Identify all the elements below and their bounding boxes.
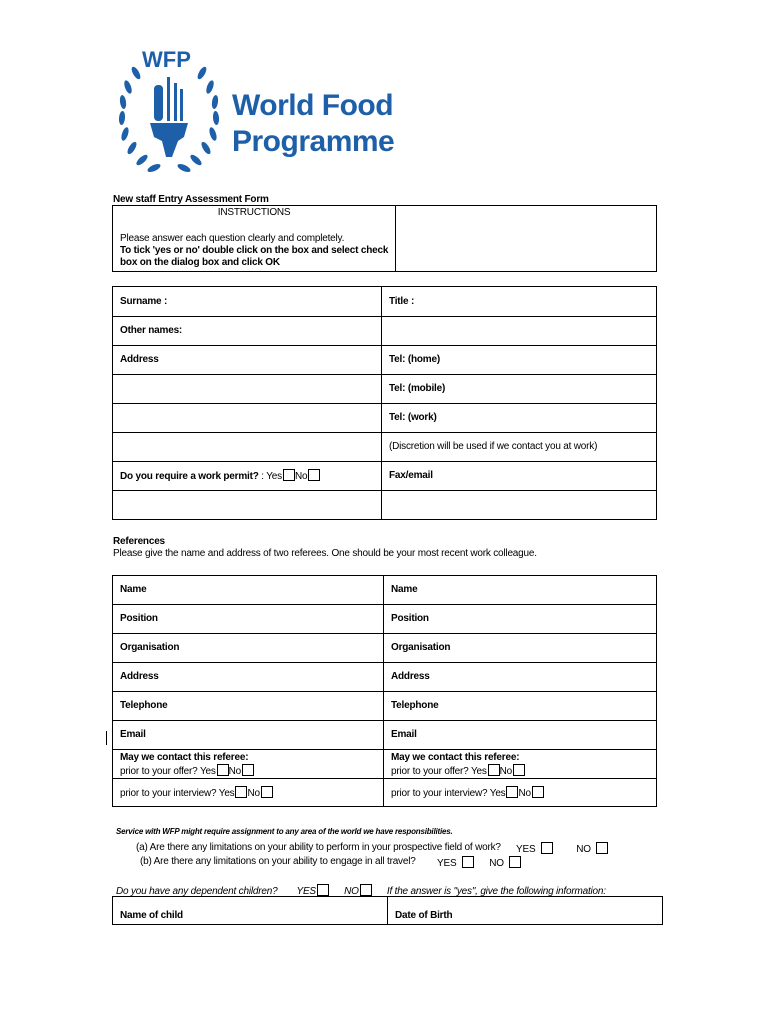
ref1-contact-cell <box>113 750 384 779</box>
ref2-interview-no-checkbox[interactable] <box>532 786 544 798</box>
tel-home-label[interactable]: Tel: (home) <box>382 346 657 375</box>
service-question-a-row <box>136 842 501 854</box>
work-permit-label: Do you require a work permit? <box>120 471 259 482</box>
service-a-no-checkbox[interactable] <box>596 842 608 854</box>
service-a-yes-checkbox[interactable] <box>541 842 553 854</box>
child-name-header: Name of child <box>113 897 388 925</box>
ref2-address[interactable]: Address <box>384 663 657 692</box>
other-names-right-cell[interactable] <box>382 317 657 346</box>
ref1-offer-yes-checkbox[interactable] <box>217 764 229 776</box>
wfp-logo <box>112 45 395 195</box>
ref1-position[interactable]: Position <box>113 605 384 634</box>
dependents-no-label: NO <box>344 886 359 897</box>
blank-right-cell[interactable] <box>382 491 657 520</box>
instructions-table <box>112 205 657 272</box>
ref2-organisation[interactable]: Organisation <box>384 634 657 663</box>
other-names-label[interactable]: Other names: <box>113 317 382 346</box>
ref1-offer-yes-label: Yes <box>199 766 216 777</box>
ref2-prior-offer-label: prior to your offer? <box>391 766 469 777</box>
personal-details-table <box>112 286 657 520</box>
address-label[interactable]: Address <box>113 346 382 375</box>
service-heading: Service with WFP might require assignment to any area of the world we have responsibilities. <box>116 827 453 836</box>
ref1-interview-cell <box>113 779 384 807</box>
logo-line1: World Food <box>232 89 394 122</box>
instructions-heading: INSTRUCTIONS <box>217 207 291 218</box>
address-line-4[interactable] <box>113 433 382 462</box>
ref1-interview-yes-label: Yes <box>218 787 235 799</box>
service-a-no-label: NO <box>576 844 591 855</box>
instructions-line2: To tick 'yes or no' double click on the box and select check <box>120 245 389 256</box>
ref1-contact-question: May we contact this referee: <box>120 752 249 763</box>
references-intro: Please give the name and address of two referees. One should be your most recent work colleague. <box>113 548 537 559</box>
surname-label[interactable]: Surname : <box>113 287 382 317</box>
ref2-interview-yes-checkbox[interactable] <box>506 786 518 798</box>
wfp-emblem-icon <box>112 45 224 195</box>
ref1-interview-no-label: No <box>247 787 260 799</box>
service-b-answers <box>437 856 521 870</box>
ref1-interview-no-checkbox[interactable] <box>261 786 273 798</box>
address-line-3[interactable] <box>113 404 382 433</box>
dependents-yes-label: YES <box>296 886 316 897</box>
tel-work-label[interactable]: Tel: (work) <box>382 404 657 433</box>
service-question-a: (a) Are there any limitations on your ability to perform in your prospective field of work? <box>136 842 501 853</box>
dependents-no-checkbox[interactable] <box>360 884 372 896</box>
ref2-interview-cell <box>384 779 657 807</box>
references-heading: References <box>113 536 165 547</box>
service-question-b-row <box>140 856 416 868</box>
ref2-email[interactable]: Email <box>384 721 657 750</box>
ref2-prior-interview-label: prior to your interview? <box>391 787 488 799</box>
ref2-offer-no-label: No <box>499 766 513 777</box>
blank-left-cell[interactable] <box>113 491 382 520</box>
ref1-offer-no-checkbox[interactable] <box>242 764 254 776</box>
ref1-prior-offer-label: prior to your offer? <box>120 766 198 777</box>
ref2-interview-no-label: No <box>518 787 531 799</box>
dependents-table <box>112 896 663 925</box>
logo-line2: Programme <box>232 125 395 158</box>
service-b-no-label: NO <box>489 858 504 869</box>
ref2-contact-question: May we contact this referee: <box>391 752 520 763</box>
service-b-yes-checkbox[interactable] <box>462 856 474 868</box>
cursor-mark <box>106 731 107 745</box>
instructions-blank-cell <box>396 206 657 272</box>
discretion-note: (Discretion will be used if we contact you at work) <box>382 433 657 462</box>
ref1-offer-no-label: No <box>228 766 242 777</box>
title-label[interactable]: Title : <box>382 287 657 317</box>
child-dob-header: Date of Birth <box>388 897 663 925</box>
service-question-b: (b) Are there any limitations on your ability to engage in all travel? <box>140 856 416 867</box>
service-b-no-checkbox[interactable] <box>509 856 521 868</box>
form-title: New staff Entry Assessment Form <box>113 194 269 205</box>
work-permit-no-label: No <box>294 471 308 482</box>
ref1-email[interactable]: Email <box>113 721 384 750</box>
instructions-line1: Please answer each question clearly and completely. <box>120 233 345 244</box>
ref1-telephone[interactable]: Telephone <box>113 692 384 721</box>
ref2-offer-no-checkbox[interactable] <box>513 764 525 776</box>
work-permit-yes-label: : Yes <box>261 471 282 482</box>
svg-text:WFP: WFP <box>142 47 191 72</box>
tel-mobile-label[interactable]: Tel: (mobile) <box>382 375 657 404</box>
dependents-question: Do you have any dependent children? <box>116 886 278 897</box>
ref2-offer-yes-label: Yes <box>470 766 487 777</box>
work-permit-cell <box>113 462 382 491</box>
instructions-line3: box on the dialog box and click OK <box>120 257 280 268</box>
dependents-yes-checkbox[interactable] <box>317 884 329 896</box>
ref2-offer-yes-checkbox[interactable] <box>488 764 500 776</box>
ref1-address[interactable]: Address <box>113 663 384 692</box>
service-a-answers <box>516 842 608 856</box>
ref1-interview-yes-checkbox[interactable] <box>235 786 247 798</box>
instructions-cell <box>113 206 396 272</box>
service-b-yes-label: YES <box>437 858 457 869</box>
ref2-interview-yes-label: Yes <box>489 787 506 799</box>
ref2-telephone[interactable]: Telephone <box>384 692 657 721</box>
fax-email-label[interactable]: Fax/email <box>382 462 657 491</box>
work-permit-no-checkbox[interactable] <box>308 469 320 481</box>
dependents-followup: If the answer is "yes", give the following information: <box>386 886 606 897</box>
ref1-organisation[interactable]: Organisation <box>113 634 384 663</box>
ref1-prior-interview-label: prior to your interview? <box>120 787 217 799</box>
ref2-name[interactable]: Name <box>384 576 657 605</box>
work-permit-yes-checkbox[interactable] <box>283 469 295 481</box>
ref2-contact-cell <box>384 750 657 779</box>
ref2-position[interactable]: Position <box>384 605 657 634</box>
ref1-name[interactable]: Name <box>113 576 384 605</box>
references-table <box>112 575 657 807</box>
service-a-yes-label: YES <box>516 844 536 855</box>
address-line-2[interactable] <box>113 375 382 404</box>
